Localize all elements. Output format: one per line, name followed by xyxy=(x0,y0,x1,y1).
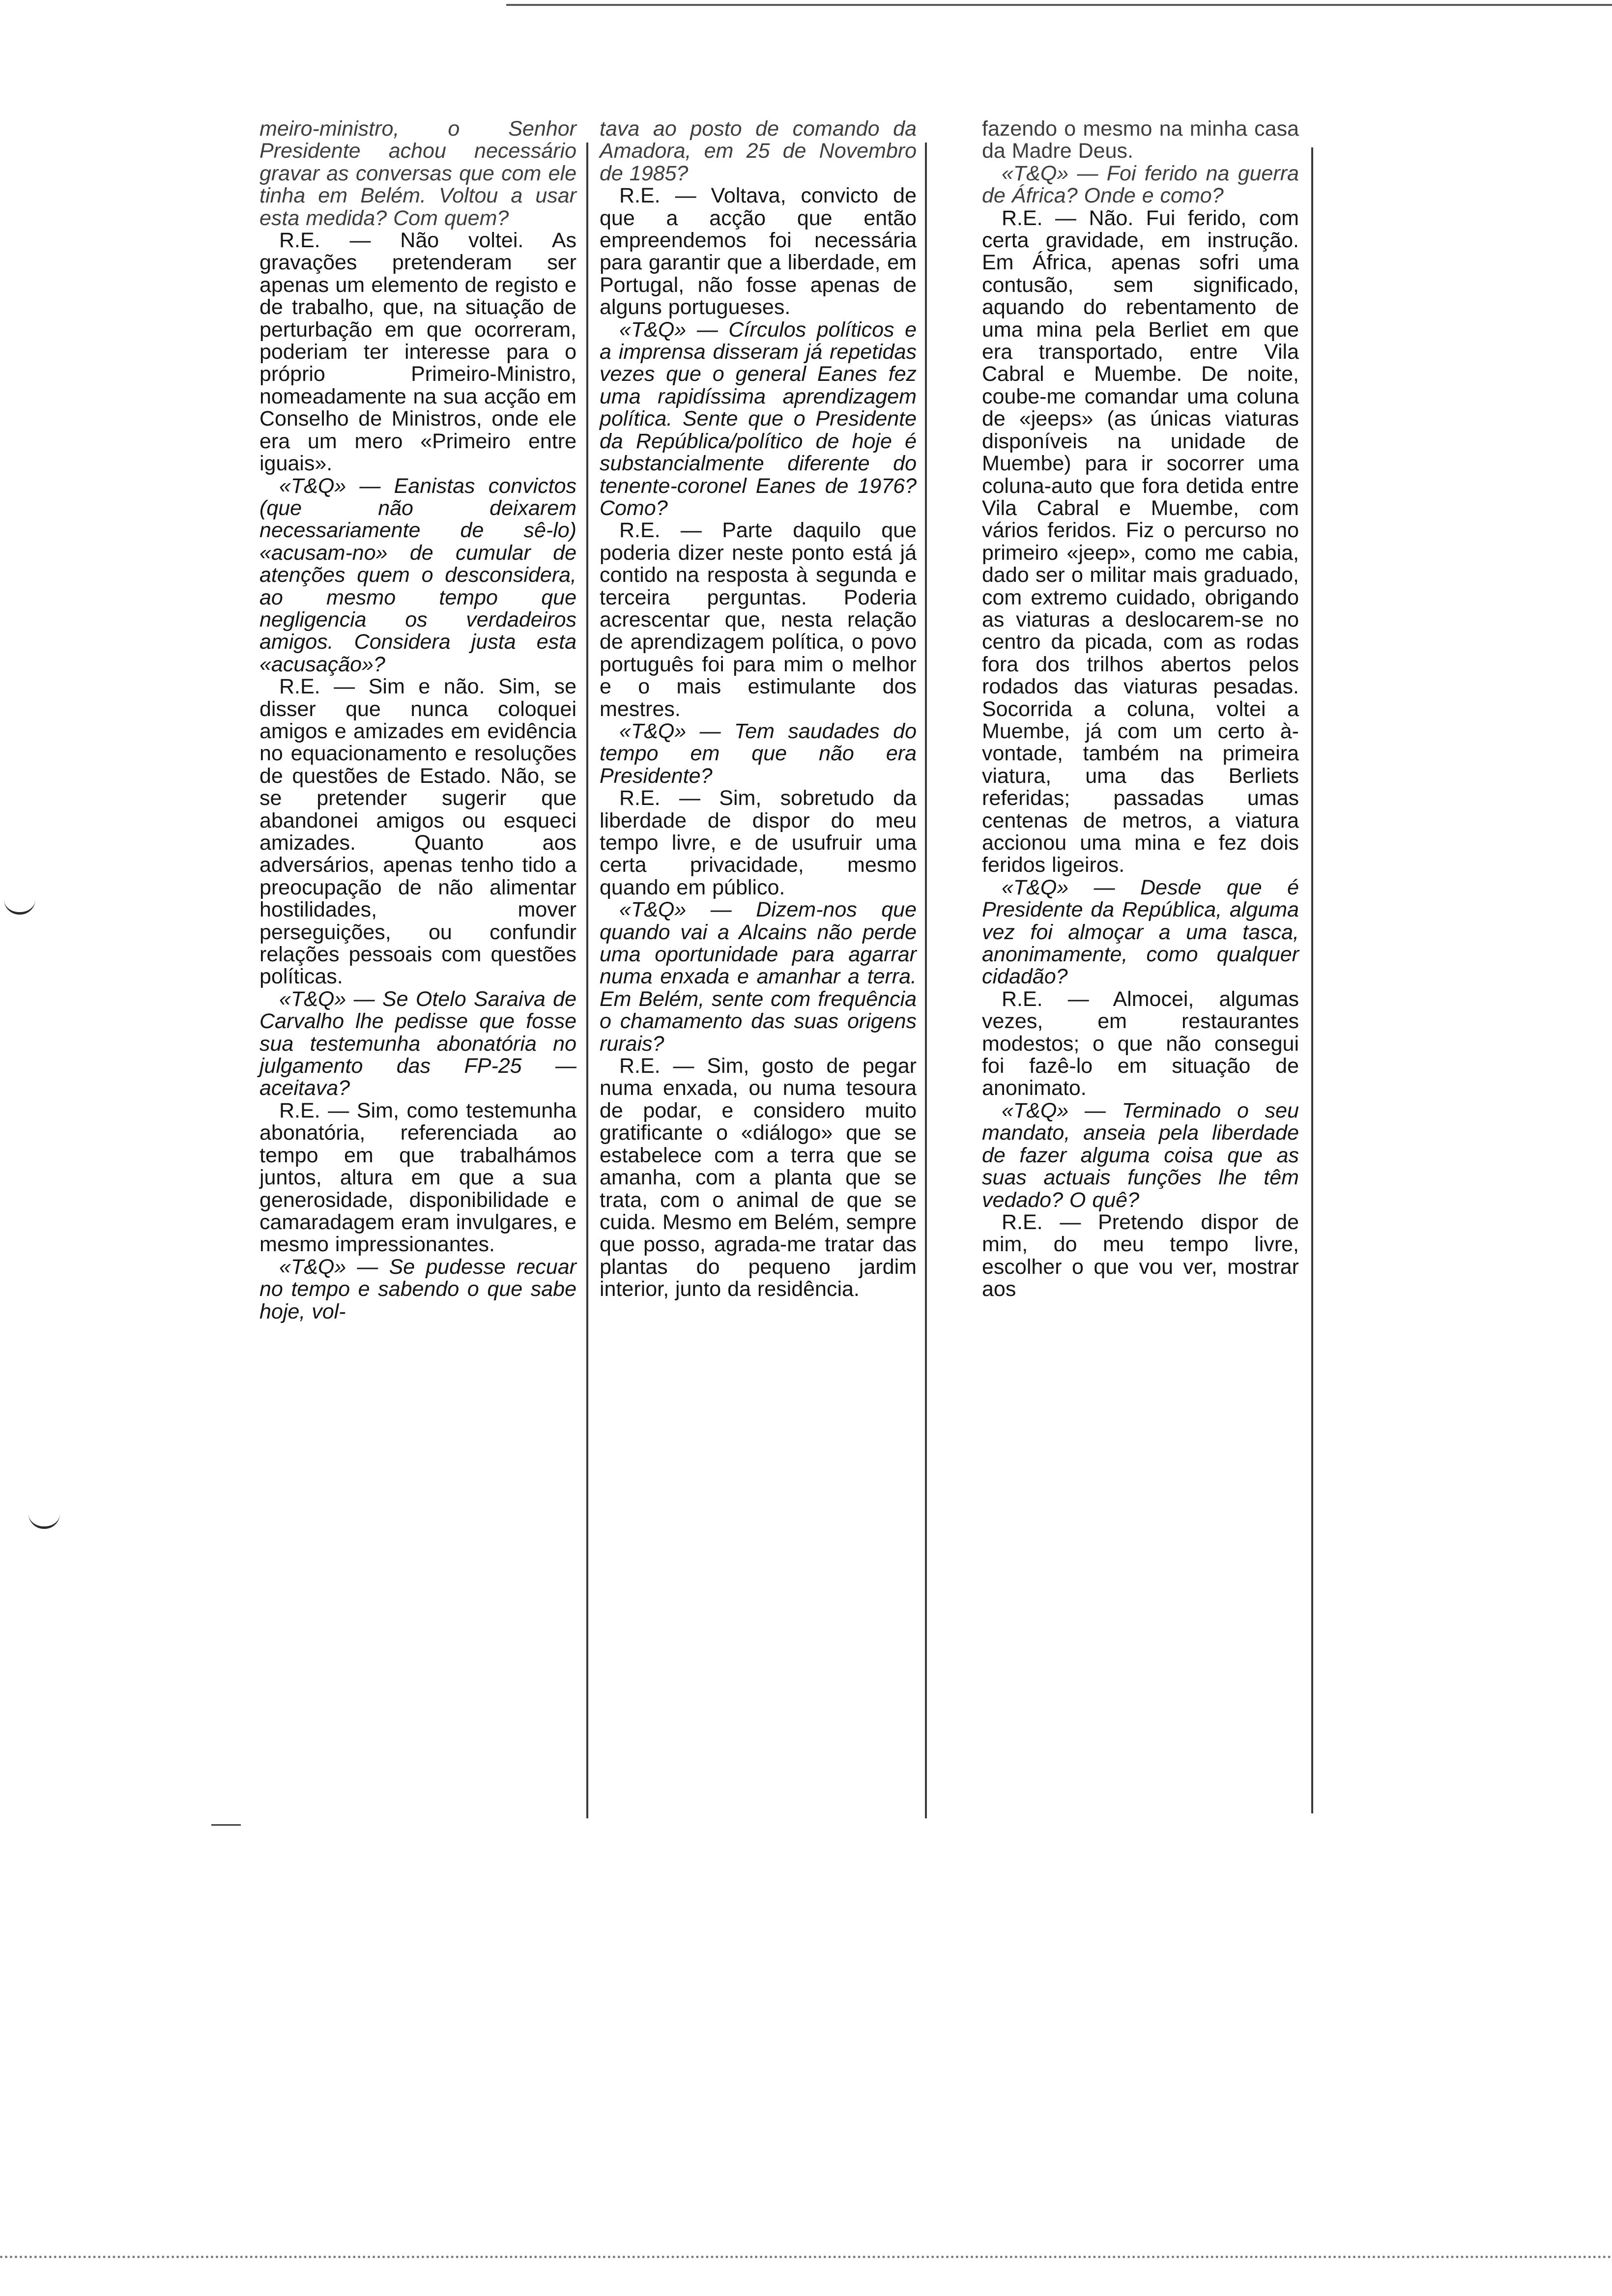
column-rule xyxy=(1311,147,1313,1813)
paragraph: R.E. — Sim, como testemunha abonatória, referenciada ao tempo em que trabalhámos juntos, altura em que a sua generosidade, disponibilidade e camaradagem eram invulgares, e mesmo impressionantes. xyxy=(259,1098,576,1257)
paragraph: «T&Q» — Se pudesse recuar no tempo e sabendo o que sabe hoje, vol- xyxy=(259,1255,576,1323)
paragraph: «T&Q» — Se Otelo Saraiva de Carvalho lhe pedisse que fosse sua testemunha abonatória no julgamento das FP-25 — aceitava? xyxy=(259,987,576,1100)
column-end-mark xyxy=(211,1824,241,1826)
paragraph: meiro-ministro, o Senhor Presidente achou necessário gravar as conversas que com ele tinha em Belém. Voltou a usar esta medida? Com quem? xyxy=(259,117,576,230)
paragraph: R.E. — Pretendo dispor de mim, do meu tempo livre, escolher o que vou ver, mostrar aos xyxy=(982,1210,1299,1301)
paragraph: R.E. — Parte daquilo que poderia dizer neste ponto está já contido na resposta à segunda e terceira perguntas. Poderia acrescentar que, nesta relação de aprendizagem política, o povo português foi para mim o melhor e o mais estimulante dos mestres. xyxy=(600,518,917,721)
paragraph: R.E. — Sim, gosto de pegar numa enxada, ou numa tesoura de podar, e considero muito gratificante o «diálogo» que se estabelece com a terra que se amanha, com a planta que se trata, com o animal de que se cuida. Mesmo em Belém, sempre que posso, agrada-me tratar das plantas do pequeno jardim interior, junto da residência. xyxy=(600,1054,917,1301)
paragraph: «T&Q» — Terminado o seu mandato, anseia pela liberdade de fazer alguma coisa que as suas actuais funções lhe têm vedado? O quê? xyxy=(982,1098,1299,1212)
paragraph: «T&Q» — Foi ferido na guerra de África? Onde e como? xyxy=(982,161,1299,208)
binder-hole-mark xyxy=(4,899,35,915)
scan-edge-top xyxy=(506,4,1612,6)
paragraph: «T&Q» — Eanistas convictos (que não deixarem necessariamente de sê-lo) «acusam-no» de cumular de atenções quem o desconsidera, ao mesmo tempo que negligencia os verdadeiros amigos. Considera justa esta «acusação»? xyxy=(259,474,576,676)
article-column-3 xyxy=(982,118,1299,1301)
paragraph: «T&Q» — Desde que é Presidente da República, alguma vez foi almoçar a uma tasca, anonimamente, como qualquer cidadão? xyxy=(982,875,1299,989)
article-column-2 xyxy=(600,118,917,1301)
column-rule xyxy=(925,143,927,1818)
paragraph: «T&Q» — Dizem-nos que quando vai a Alcains não perde uma oportunidade para agarrar numa enxada e amanhar a terra. Em Belém, sente com frequência o chamamento das suas origens rurais? xyxy=(600,898,917,1056)
paragraph: R.E. — Sim, sobretudo da liberdade de dispor do meu tempo livre, e de usufruir uma certa privacidade, mesmo quando em público. xyxy=(600,786,917,899)
column-rule xyxy=(586,143,588,1818)
paragraph: R.E. — Sim e não. Sim, se disser que nunca coloquei amigos e amizades em evidência no equacionamento e resoluções de questões de Estado. Não, se se pretender sugerir que abandonei amigos ou esqueci amizades. Quanto aos adversários, apenas tenho tido a preocupação de não alimentar hostilidades, mover perseguições, ou confundir relações pessoais com questões políticas. xyxy=(259,675,576,989)
paragraph: R.E. — Não. Fui ferido, com certa gravidade, em instrução. Em África, apenas sofri uma contusão, sem significado, aquando do rebentamento de uma mina pela Berliet em que era transportado, entre Vila Cabral e Muembe. De noite, coube-me comandar uma coluna de «jeeps» (as únicas viaturas disponíveis na unidade de Muembe) para ir socorrer uma coluna-auto que fora detida entre Vila Cabral e Muembe, com vários feridos. Fiz o percurso no primeiro «jeep», como me cabia, dado ser o militar mais graduado, com extremo cuidado, obrigando as viaturas a deslocarem-se no centro da picada, com as rodas fora dos trilhos abertos pelos rodados das viaturas pesadas. Socorrida a coluna, voltei a Muembe, já com um certo à-vontade, também na primeira viatura, uma das Berliets referidas; passadas umas centenas de metros, a viatura accionou uma mina e fez dois feridos ligeiros. xyxy=(982,206,1299,877)
article-column-1 xyxy=(259,118,576,1323)
paragraph: R.E. — Não voltei. As gravações pretenderam ser apenas um elemento de registo e de trabalho, que, na situação de perturbação em que ocorreram, poderiam ter interesse para o próprio Primeiro-Ministro, nomeadamente na sua acção em Conselho de Ministros, onde ele era um mero «Primeiro entre iguais». xyxy=(259,229,576,476)
scan-edge-bottom xyxy=(0,2256,1612,2258)
paragraph: «T&Q» — Círculos políticos e a imprensa disseram já repetidas vezes que o general Eanes fez uma rapidíssima aprendizagem política. Sente que o Presidente da República/político de hoje é substancialmente diferente do tenente-coronel Eanes de 1976? Como? xyxy=(600,317,917,520)
paragraph: tava ao posto de comando da Amadora, em 25 de Novembro de 1985? xyxy=(600,117,917,185)
paragraph: «T&Q» — Tem saudades do tempo em que não era Presidente? xyxy=(600,719,917,788)
paragraph: R.E. — Voltava, convicto de que a acção que então empreendemos foi necessária para garantir que a liberdade, em Portugal, não fosse apenas de alguns portugueses. xyxy=(600,184,917,319)
paragraph: fazendo o mesmo na minha casa da Madre Deus. xyxy=(982,117,1299,163)
binder-hole-mark xyxy=(29,1514,60,1529)
paragraph: R.E. — Almocei, algumas vezes, em restaurantes modestos; o que não consegui foi fazê-lo em situação de anonimato. xyxy=(982,987,1299,1100)
